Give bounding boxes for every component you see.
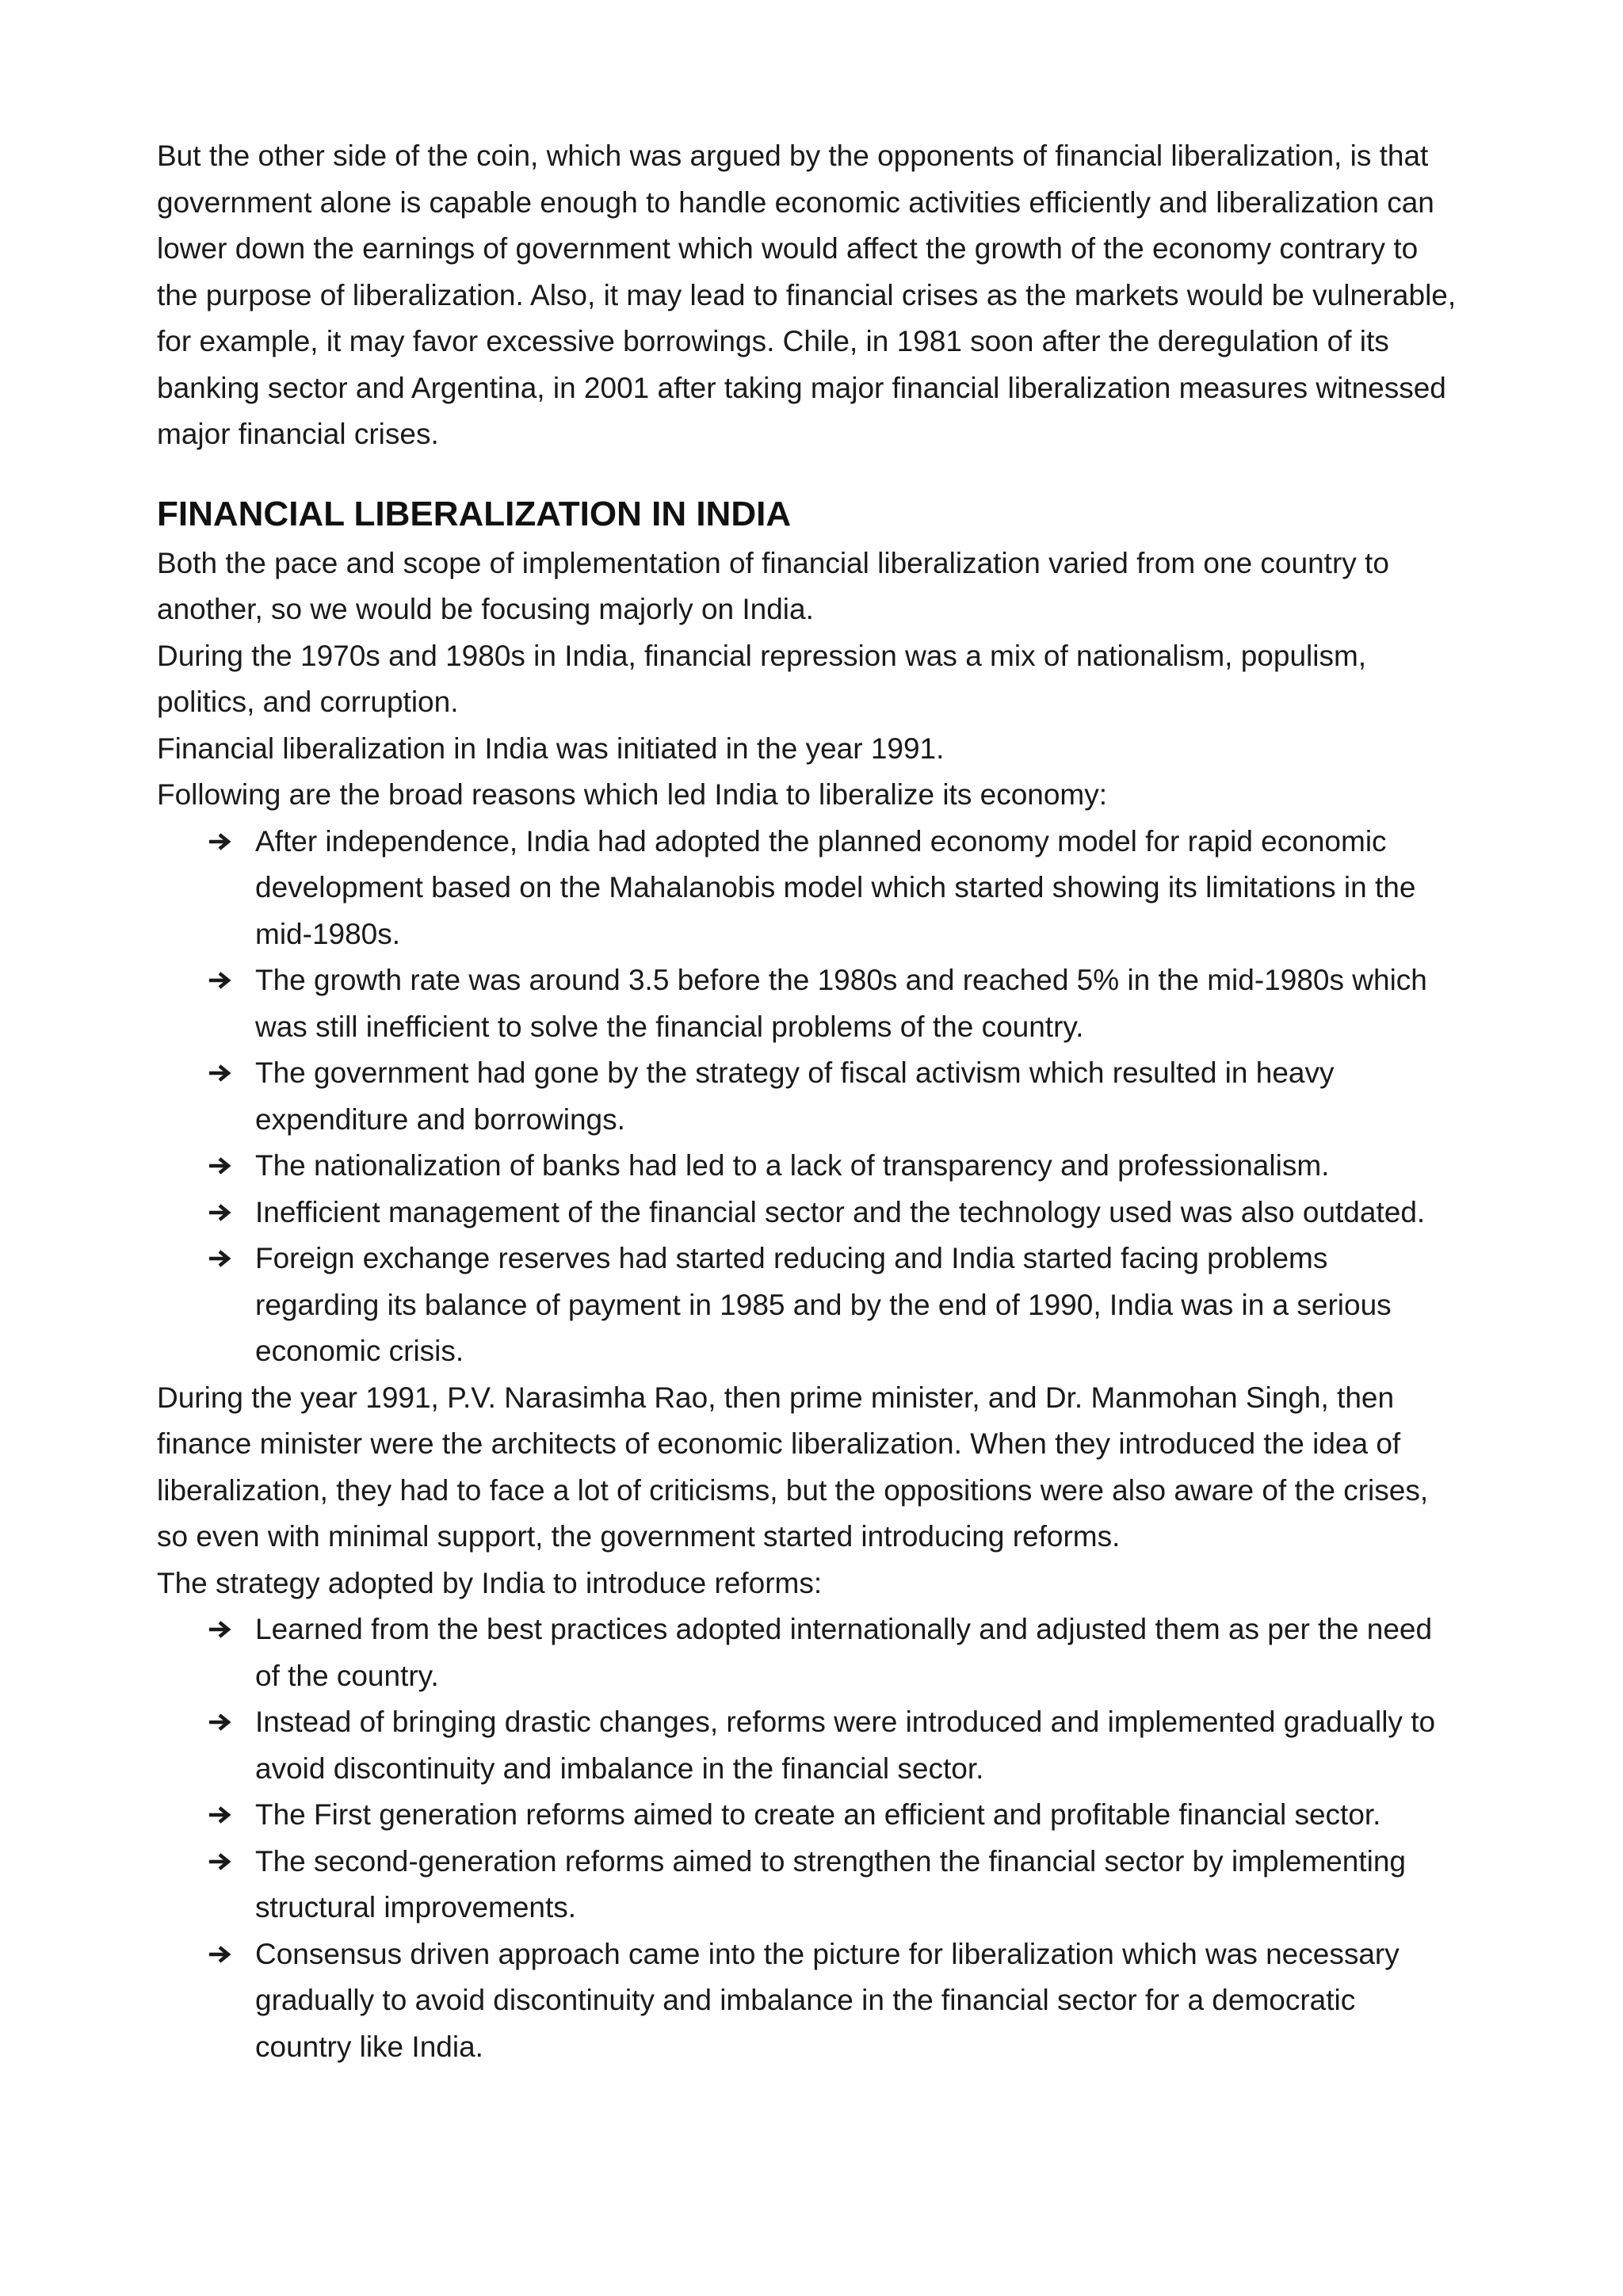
list-item: [255, 1839, 1457, 1931]
arrow-right-icon: [206, 1050, 235, 1096]
paragraph-reasons-intro: Following are the broad reasons which led India to liberalize its economy:: [157, 778, 1108, 811]
list-item: [255, 1236, 1457, 1375]
list-item: [255, 819, 1457, 958]
arrow-right-icon: [206, 1792, 235, 1838]
list-item-text: The second-generation reforms aimed to strengthen the financial sector by implementing structural improvements.: [255, 1844, 1406, 1924]
arrow-right-icon: [206, 957, 235, 1003]
list-item-text: Instead of bringing drastic changes, reforms were introduced and implemented gradually to avoid discontinuity and imbalance in the financial sector.: [255, 1706, 1436, 1785]
arrow-right-icon: [206, 1236, 235, 1282]
reasons-list: [157, 819, 1457, 1375]
list-item: [255, 957, 1457, 1050]
paragraph-repression: During the 1970s and 1980s in India, financial repression was a mix of nationalism, populism, politics, and corruption.: [157, 639, 1367, 718]
list-item: [255, 1699, 1457, 1792]
list-item-text: The First generation reforms aimed to create an efficient and profitable financial sector.: [255, 1798, 1381, 1831]
strategies-list: [157, 1606, 1457, 2070]
document-page: [157, 133, 1457, 2070]
list-item: [255, 1143, 1457, 1190]
arrow-right-icon: [206, 1839, 235, 1885]
list-item-text: Learned from the best practices adopted internationally and adjusted them as per the need of the country.: [255, 1613, 1433, 1692]
list-item: [255, 1606, 1457, 1699]
list-item-text: The growth rate was around 3.5 before the 1980s and reached 5% in the mid-1980s which was still inefficient to solve the financial problems of the country.: [255, 964, 1427, 1043]
paragraph-architects: During the year 1991, P.V. Narasimha Rao, then prime minister, and Dr. Manmohan Singh, then finance minister were the architects of economic liberalization. When they introduced the idea of liberalization, they had to face a lot of criticisms, but the oppositions were also aware of the crises, so even with minimal support, the government started introducing reforms.: [157, 1381, 1429, 1553]
list-item-text: Consensus driven approach came into the picture for liberalization which was necessary gradually to avoid discontinuity and imbalance in the financial sector for a democratic country like India.: [255, 1937, 1400, 2063]
section-heading: FINANCIAL LIBERALIZATION IN INDIA: [157, 494, 792, 533]
list-item-text: The nationalization of banks had led to a lack of transparency and professionalism.: [255, 1149, 1330, 1182]
arrow-right-icon: [206, 1931, 235, 1977]
paragraph-strategy-intro: The strategy adopted by India to introduce reforms:: [157, 1566, 823, 1599]
list-item: [255, 1792, 1457, 1839]
list-item-text: The government had gone by the strategy of fiscal activism which resulted in heavy expenditure and borrowings.: [255, 1056, 1335, 1136]
arrow-right-icon: [206, 1190, 235, 1236]
list-item: [255, 1050, 1457, 1143]
list-item-text: Foreign exchange reserves had started reducing and India started facing problems regarding its balance of payment in 1985 and by the end of 1990, India was in a serious economic crisis.: [255, 1242, 1392, 1367]
arrow-right-icon: [206, 1143, 235, 1189]
list-item: [255, 1190, 1457, 1236]
paragraph-initiation: Financial liberalization in India was initiated in the year 1991.: [157, 732, 945, 765]
paragraph-scope: Both the pace and scope of implementation of financial liberalization varied from one country to another, so we would be focusing majorly on India.: [157, 546, 1389, 625]
arrow-right-icon: [206, 1699, 235, 1745]
intro-paragraph: But the other side of the coin, which was argued by the opponents of financial liberalization, is that government alone is capable enough to handle economic activities efficiently and liberalization can lower down the earnings of government which would affect the growth of the economy contrary to the purpose of liberalization. Also, it may lead to financial crises as the markets would be vulnerable, for example, it may favor excessive borrowings. Chile, in 1981 soon after the deregulation of its banking sector and Argentina, in 2001 after taking major financial liberalization measures witnessed major financial crises.: [157, 139, 1457, 450]
list-item-text: After independence, India had adopted the planned economy model for rapid economic development based on the Mahalanobis model which started showing its limitations in the mid-1980s.: [255, 824, 1416, 950]
list-item-text: Inefficient management of the financial sector and the technology used was also outdated.: [255, 1195, 1426, 1228]
list-item: [255, 1931, 1457, 2071]
arrow-right-icon: [206, 819, 235, 865]
arrow-right-icon: [206, 1606, 235, 1652]
